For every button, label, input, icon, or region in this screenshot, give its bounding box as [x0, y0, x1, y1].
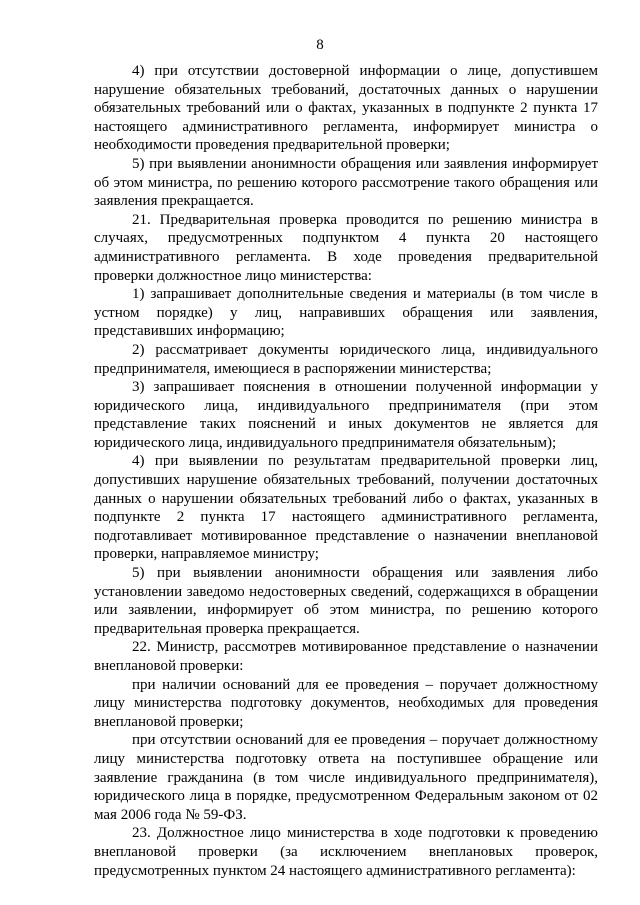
- paragraph-clause-22-grounds-present: при наличии оснований для ее проведения – поручает должностному лицу министерства подготовку документов, необходимых для проведения внеплановой проверки;: [94, 676, 598, 730]
- paragraph-item-4-notify-minister: 4) при отсутствии достоверной информации о лице, допустившем нарушение обязательных требований, достаточных данных о нарушении обязательных требований или о фактах, указанных в подпункте 2 пункта 17 настоящего административного регламента, информирует министра о необходимости проведения предварительной проверки;: [94, 63, 598, 154]
- paragraph-clause-21-item-5: 5) при выявлении анонимности обращения или заявления либо установлении заведомо недостоверных сведений, содержащихся в обращении или заявлении, информирует об этом министра, по решению которого предварительная проверка прекращается.: [94, 565, 598, 637]
- page-number: 8: [316, 37, 324, 53]
- paragraph-clause-21-item-4: 4) при выявлении по результатам предварительной проверки лиц, допустивших нарушение обязательных требований, получении достаточных данных о нарушении обязательных требований либо о фактах, указанных в подпункте 2 пункта 17 настоящего административного регламента, подготавливает мотивированное представление о назначении внеплановой проверки, направляемое министру;: [94, 453, 598, 563]
- paragraph-clause-21: 21. Предварительная проверка проводится по решению министра в случаях, предусмотренных подпунктом 4 пункта 20 настоящего административного регламента. В ходе проведения предварительной проверки должностное лицо министерства:: [94, 211, 598, 284]
- paragraph-clause-22-grounds-absent: при отсутствии оснований для ее проведения – поручает должностному лицу министерства подготовку ответа на поступившее обращение или заявление гражданина (в том числе индивидуального предпринимателя), юридического лица в порядке, предусмотренном Федеральным законом от 02 мая 2006 года № 59-ФЗ.: [94, 732, 598, 823]
- paragraph-clause-21-item-2: 2) рассматривает документы юридического лица, индивидуального предпринимателя, имеющиеся в распоряжении министерства;: [94, 341, 598, 377]
- document-body: [94, 62, 598, 880]
- paragraph-clause-23: 23. Должностное лицо министерства в ходе подготовки к проведению внеплановой проверки (за исключением внеплановых проверок, предусмотренных пунктом 24 настоящего административного регламента):: [94, 825, 598, 879]
- paragraph-item-5-anonymity: 5) при выявлении анонимности обращения или заявления информирует об этом министра, по решению которого рассмотрение такого обращения или заявления прекращается.: [94, 155, 598, 210]
- paragraph-clause-21-item-1: 1) запрашивает дополнительные сведения и материалы (в том числе в устном порядке) у лиц, направивших обращения или заявления, представивших информацию;: [94, 286, 598, 340]
- paragraph-clause-22: 22. Министр, рассмотрев мотивированное представление о назначении внеплановой проверки:: [94, 639, 598, 674]
- paragraph-clause-21-item-3: 3) запрашивает пояснения в отношении полученной информации у юридического лица, индивидуального предпринимателя (при этом представление таких пояснений и иных документов не является для юридического лица, индивидуального предпринимателя обязательным);: [94, 379, 598, 451]
